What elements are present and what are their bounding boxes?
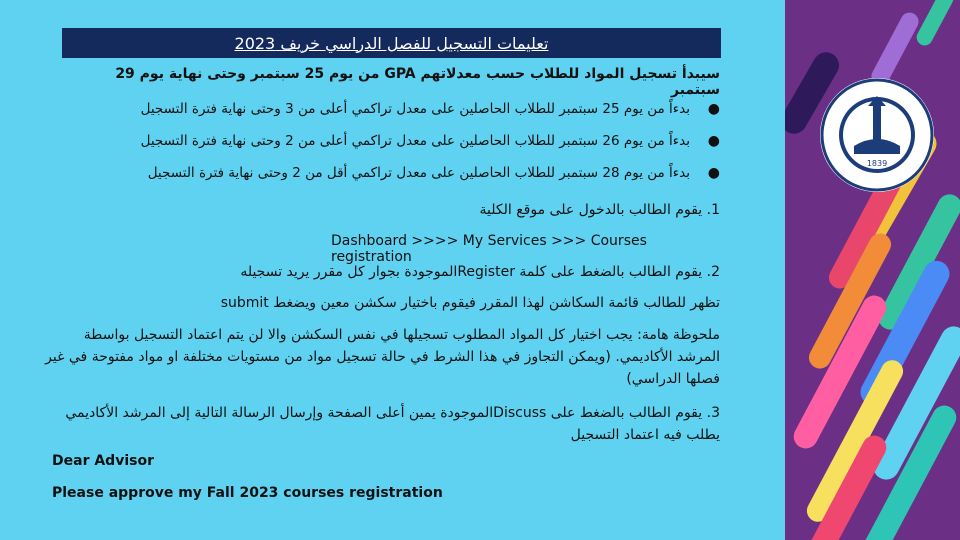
important-note: ملحوظة هامة: يجب اختيار كل المواد المطلوب تسجيلها في نفس السكشن والا لن يتم اعتماد التسجيل بواسطة المرشد الأكاديمي. (ويمكن التجاوز في هذا الشرط في حالة تسجيل مواد من مستويات مختلفة او مواد مفتوحة في غير فصلها الدراسي) [45, 327, 720, 387]
step-1: 1. يقوم الطالب بالدخول على موقع الكلية [479, 202, 720, 218]
list-item-text: بدءاً من يوم 28 سبتمبر للطلاب الحاصلين على معدل تراكمي أقل من 2 وحتى نهاية فترة التسجيل [147, 165, 690, 181]
list-item-text: بدءاً من يوم 26 سبتمبر للطلاب الحاصلين على معدل تراكمي أعلى من 2 وحتى نهاية فترة التسجيل [140, 133, 690, 149]
list-item-text: بدءاً من يوم 25 سبتمبر للطلاب الحاصلين على معدل تراكمي أعلى من 3 وحتى نهاية فترة التسجيل [140, 101, 690, 117]
schedule-list [80, 98, 720, 194]
list-item [80, 130, 720, 162]
title-bar [62, 28, 721, 58]
university-seal-logo [818, 76, 936, 194]
list-item [80, 98, 720, 130]
navigation-path: Dashboard >>>> My Services >>> Courses registration [331, 233, 647, 265]
bullet-icon: ● [707, 133, 720, 149]
step-3: 3. يقوم الطالب بالضغط على Discussالموجودة يمين أعلى الصفحة وإرسال الرسالة التالية إلى المرشد الأكاديمي يطلب فيه اعتماد التسجيل [65, 405, 720, 443]
bullet-icon: ● [707, 101, 720, 117]
page-title: تعليمات التسجيل للفصل الدراسي خريف 2023 [234, 33, 549, 53]
message-greeting: Dear Advisor [52, 453, 154, 469]
list-item [80, 162, 720, 194]
sections-instruction: تظهر للطالب قائمة السكاشن لهذا المقرر فيقوم باختيار سكشن معين ويضغط submit [220, 295, 720, 311]
bullet-icon: ● [707, 165, 720, 181]
message-body: Please approve my Fall 2023 courses registration [52, 485, 443, 501]
step-2: 2. يقوم الطالب بالضغط على كلمة Registerالموجودة بجوار كل مقرر يريد تسجيله [240, 264, 720, 280]
registration-intro: سيبدأ تسجيل المواد للطلاب حسب معدلاتهم GPA من يوم 25 سبتمبر وحتى نهاية يوم 29 سبتمبر [115, 66, 720, 98]
seal-year: 1839 [866, 159, 888, 168]
